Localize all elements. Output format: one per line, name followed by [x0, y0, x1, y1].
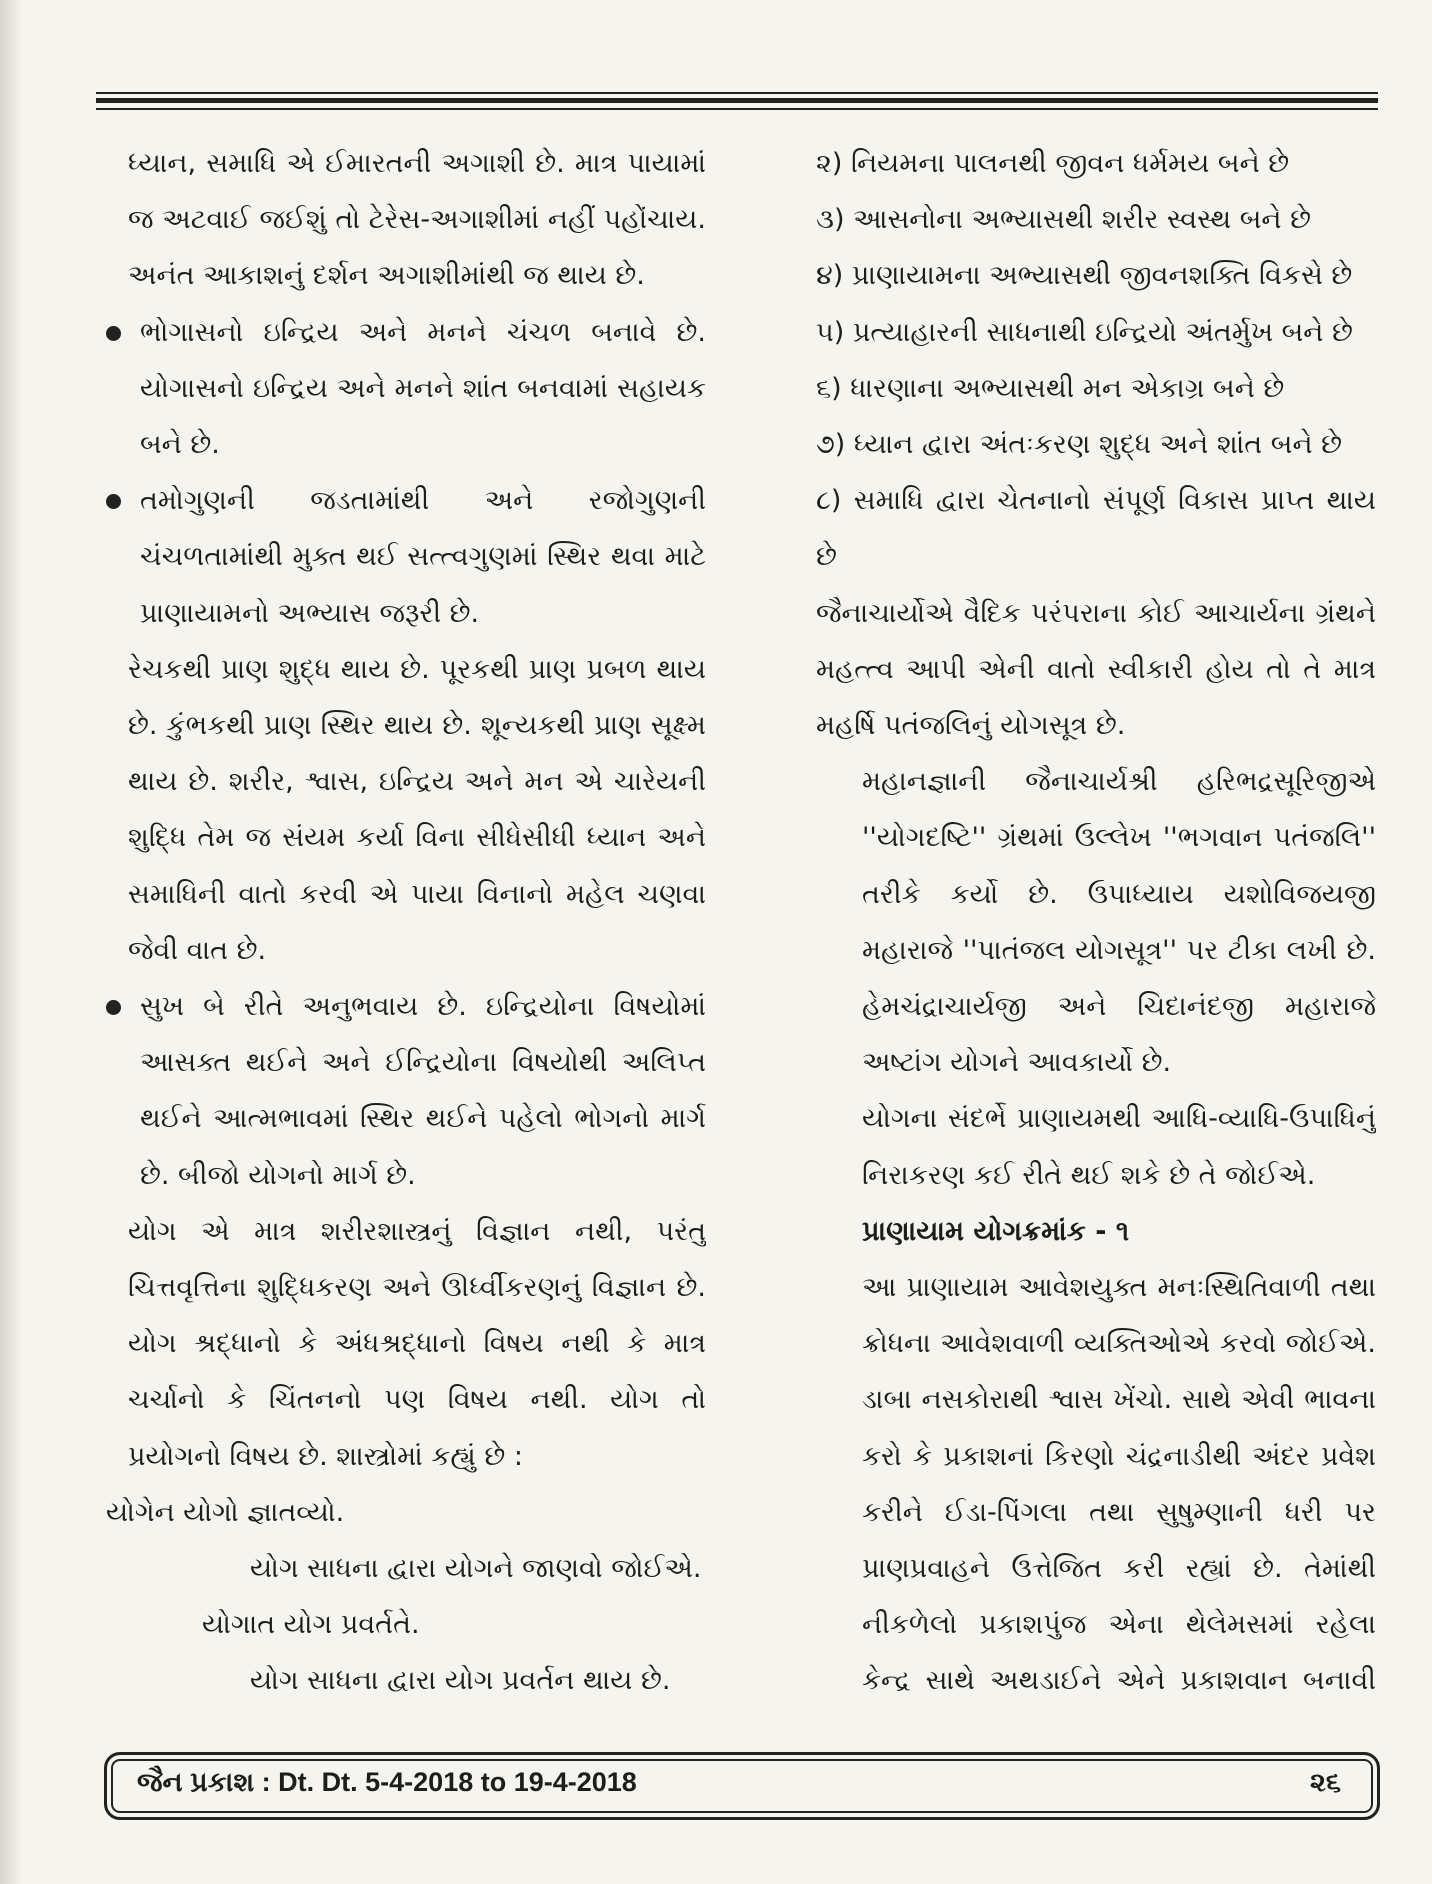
bullet-paragraph [106, 979, 706, 1204]
bullet-text: ભોગાસનો ઇન્દ્રિય અને મનને ચંચળ બનાવે છે. યોગાસનો ઇન્દ્રિય અને મનને શાંત બનવામાં સહાયક બને છે. [140, 316, 706, 461]
bullet-dot-icon [106, 494, 121, 509]
paragraph: ૨) નિયમના પાલનથી જીવન ધર્મમય બને છે [816, 148, 1290, 179]
footer-box [104, 1752, 1380, 1820]
paragraph: આ પ્રાણાયામ આવેશયુક્ત મનઃસ્થિતિવાળી તથા ક્રોધના આવેશવાળી વ્યક્તિઓએ કરવો જોઈએ. ડાબા નસકોરાથી શ્વાસ ખેંચો. સાથે એવી ભાવના કરો કે પ્રકાશનાં કિરણો ચંદ્રનાડીથી અંદર પ્રવેશ કરીને ઈડા-પિંગલા તથા સુષુમ્ણાની ધરી પર પ્રાણપ્રવાહને ઉત્તેજિત કરી રહ્યાં છે. તેમાંથી નીકળેલો પ્રકાશપુંજ એના થેલેમસમાં રહેલા કેન્દ્ર સાથે અથડાઈને એને પ્રકાશવાન બનાવી [862, 1272, 1376, 1696]
paragraph: યોગ સાધના દ્વારા યોગને જાણવો જોઈએ. [250, 1553, 702, 1585]
header-rule [96, 92, 1378, 114]
right-text-column [766, 136, 1376, 1696]
paragraph: ધ્યાન, સમાધિ એ ઈમારતની અગાશી છે. માત્ર પાયામાં જ અટવાઈ જઈશું તો ટેરેસ-અગાશીમાં નહીં પહોંચાય. અનંત આકાશનું દર્શન અગાશીમાંથી જ થાય છે. [128, 148, 706, 292]
paragraph: ૪) પ્રાણાયામના અભ્યાસથી જીવનશક્તિ વિકસે છે [816, 260, 1353, 292]
paragraph: ૬) ધારણાના અભ્યાસથી મન એકાગ્ર બને છે [816, 372, 1285, 404]
bullet-text: તમોગુણની જડતામાંથી અને રજોગુણની ચંચળતામાંથી મુક્ત થઈ સત્ત્વગુણમાં સ્થિર થવા માટે પ્રાણાયામનો અભ્યાસ જરૂરી છે. [140, 485, 706, 629]
page-number: ૨૬ [1310, 1767, 1341, 1798]
section-heading: પ્રાણાયામ યોગક્રમાંક - ૧ [862, 1215, 1130, 1247]
page-edge-shadow [0, 0, 22, 1884]
footer-publication: જૈન પ્રકાશ : Dt. Dt. 5-4-2018 to 19-4-2018 [137, 1767, 637, 1797]
bullet-dot-icon [106, 1000, 121, 1015]
left-text-column [106, 136, 706, 1696]
paragraph: યોગેન યોગો જ્ઞાતવ્યો. [106, 1496, 345, 1528]
paragraph: જૈનાચાર્યોએ વૈદિક પરંપરાના કોઈ આચાર્યના ગ્રંથને મહત્ત્વ આપી એની વાતો સ્વીકારી હોય તો તે માત્ર મહર્ષિ પતંજલિનું યોગસૂત્ર છે. [816, 597, 1376, 742]
paragraph: ૩) આસનોના અભ્યાસથી શરીર સ્વસ્થ બને છે [816, 204, 1311, 236]
paragraph: યોગના સંદર્ભે પ્રાણાયમથી આધિ-વ્યાધિ-ઉપાધિનું નિરાકરણ કઈ રીતે થઈ શકે છે તે જોઈએ. [862, 1103, 1376, 1191]
paragraph: યોગાત યોગ પ્રવર્તતે. [202, 1609, 420, 1641]
paragraph: ૮) સમાધિ દ્વારા ચેતનાનો સંપૂર્ણ વિકાસ પ્રાપ્ત થાય છે [816, 485, 1376, 573]
bullet-text: સુખ બે રીતે અનુભવાય છે. ઇન્દ્રિયોના વિષયોમાં આસક્ત થઈને અને ઈન્દ્રિયોના વિષયોથી અલિપ્ત થઈને આત્મભાવમાં સ્થિર થઈને પહેલો ભોગનો માર્ગ છે. બીજો યોગનો માર્ગ છે. [140, 991, 706, 1191]
paragraph: યોગ સાધના દ્વારા યોગ પ્રવર્તન થાય છે. [250, 1665, 671, 1696]
bullet-dot-icon [106, 326, 121, 341]
bullet-paragraph [106, 473, 706, 642]
bullet-paragraph [106, 305, 706, 474]
paragraph: રેચકથી પ્રાણ શુદ્ધ થાય છે. પૂરકથી પ્રાણ પ્રબળ થાય છે. કુંભકથી પ્રાણ સ્થિર થાય છે. શૂન્યકથી પ્રાણ સૂક્ષ્મ થાય છે. શરીર, શ્વાસ, ઇન્દ્રિય અને મન એ ચારેયની શુદ્ધિ તેમ જ સંયમ કર્યા વિના સીધેસીધી ધ્યાન અને સમાધિની વાતો કરવી એ પાયા વિનાનો મહેલ ચણવા જેવી વાત છે. [128, 653, 706, 966]
paragraph: ૫) પ્રત્યાહારની સાધનાથી ઇન્દ્રિયો અંતર્મુખ બને છે [816, 316, 1353, 348]
paragraph: ૭) ધ્યાન દ્વારા અંતઃકરણ શુદ્ધ અને શાંત બને છે [816, 429, 1343, 461]
paragraph: યોગ એ માત્ર શરીરશાસ્ત્રનું વિજ્ઞાન નથી, પરંતુ ચિત્તવૃત્તિના શુદ્ધિકરણ અને ઊર્ધ્વીકરણનું વિજ્ઞાન છે. યોગ શ્રદ્ધાનો કે અંધશ્રદ્ધાનો વિષય નથી કે માત્ર ચર્ચાનો કે ચિંતનનો પણ વિષય નથી. યોગ તો પ્રયોગનો વિષય છે. શાસ્ત્રોમાં કહ્યું છે : [128, 1215, 706, 1472]
paragraph: મહાનજ્ઞાની જૈનાચાર્યશ્રી હરિભદ્રસૂરિજીએ ''યોગદષ્ટિ'' ગ્રંથમાં ઉલ્લેખ ''ભગવાન પતંજલિ'' તરીકે કર્યો છે. ઉપાધ્યાય યશોવિજયજી મહારાજે ''પાતંજલ યોગસૂત્ર'' પર ટીકા લખી છે. હેમચંદ્રાચાર્યજી અને ચિદાનંદજી મહારાજે અષ્ટાંગ યોગને આવકાર્યો છે. [862, 766, 1376, 1079]
